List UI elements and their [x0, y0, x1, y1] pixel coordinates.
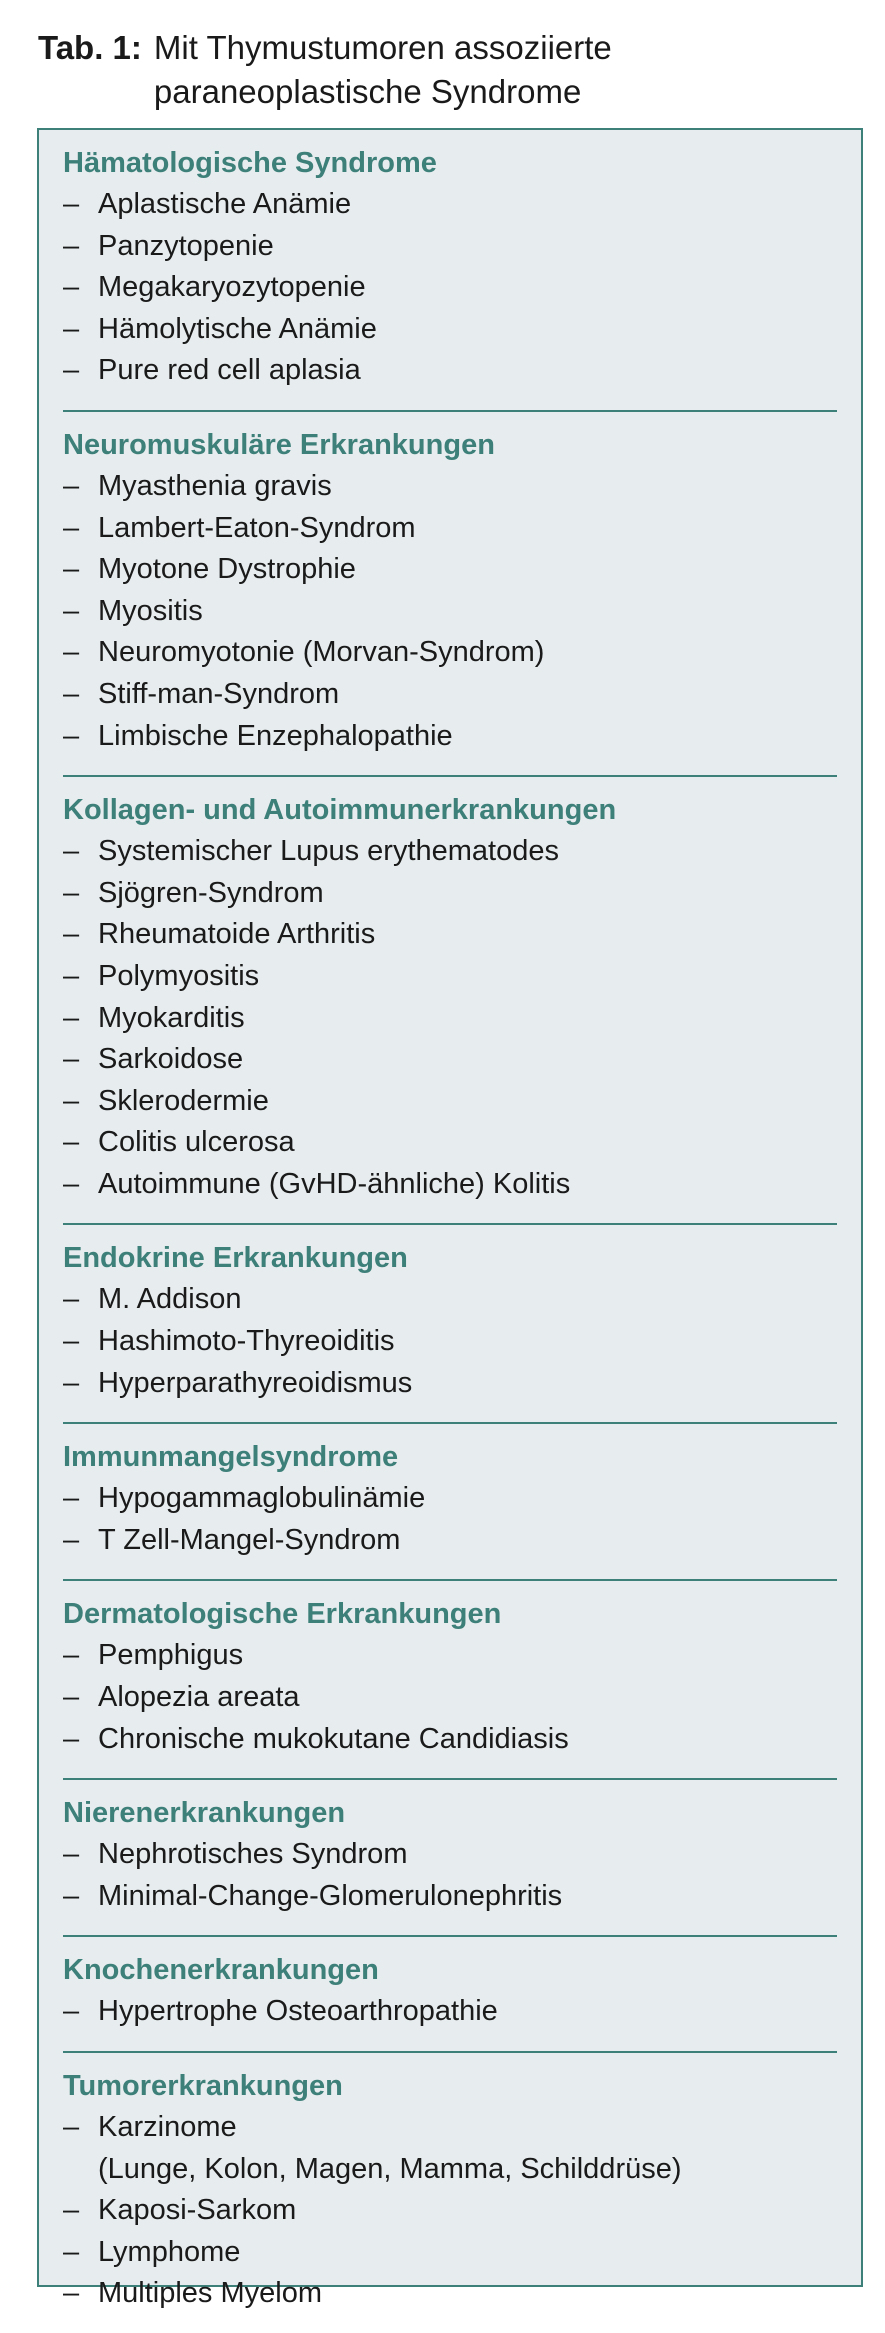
item-text: Myokarditis: [98, 1001, 245, 1034]
item-text-wrap: [98, 508, 837, 550]
list-item: [63, 1635, 837, 1677]
item-text-wrap: [98, 1081, 837, 1123]
section: [63, 2065, 837, 2333]
item-text: Multiples Myelom: [98, 2277, 322, 2310]
item-list: [63, 184, 837, 392]
item-list: [63, 1834, 837, 1917]
list-item: [63, 350, 837, 392]
dash-bullet: –: [63, 876, 80, 909]
section-title: Dermatologische Erkrankungen: [63, 1598, 502, 1631]
item-text: Hyperparathyreoidismus: [98, 1366, 413, 1399]
dash-bullet: –: [63, 1523, 80, 1556]
item-text-wrap: [98, 350, 837, 392]
dash-bullet: –: [63, 2194, 80, 2227]
item-text: Alopezia areata: [98, 1681, 300, 1714]
item-text-wrap: [98, 1635, 837, 1677]
item-text-wrap: [98, 2273, 837, 2315]
item-list: [63, 466, 837, 757]
list-item: [63, 309, 837, 351]
syndrome-table: [37, 128, 863, 2310]
item-list: [63, 831, 837, 1205]
item-text: Panzytopenie: [98, 229, 274, 262]
item-text: Lambert-Eaton-Syndrom: [98, 511, 416, 544]
list-item: [63, 1122, 837, 1164]
item-text: Rheumatoide Arthritis: [98, 918, 376, 951]
list-item: [63, 2232, 837, 2274]
list-item: [63, 1363, 837, 1405]
section: [63, 1436, 837, 1581]
item-text: Sarkoidose: [98, 1043, 244, 1076]
item-text-wrap: [98, 1991, 837, 2033]
item-text-wrap: [98, 1122, 837, 1164]
item-text-wrap: [98, 591, 837, 633]
section-title: Hämatologische Syndrome: [63, 147, 437, 179]
section-title: Kollagen- und Autoimmunerkrankungen: [63, 794, 617, 827]
item-list: [63, 1279, 837, 1404]
item-text-wrap: [98, 1719, 837, 1761]
item-text: Karzinome: [98, 2111, 237, 2143]
item-text-wrap: [98, 226, 837, 268]
dash-bullet: –: [63, 1043, 80, 1076]
list-item: [63, 831, 837, 873]
list-item: [63, 1478, 837, 1520]
item-text: Kaposi-Sarkom: [98, 2194, 297, 2227]
item-text-wrap: [98, 466, 837, 508]
section: [63, 142, 837, 412]
section-title: Neuromuskuläre Erkrankungen: [63, 428, 495, 461]
item-text-wrap: [98, 914, 837, 956]
dash-bullet: –: [63, 1366, 80, 1399]
item-text-wrap: [98, 2190, 837, 2232]
dash-bullet: –: [63, 959, 80, 992]
dash-bullet: –: [63, 1838, 80, 1871]
section-title: Immunmangelsyndrome: [63, 1441, 399, 1474]
item-text: Myositis: [98, 594, 203, 627]
item-text-wrap: [98, 1279, 837, 1321]
dash-bullet: –: [63, 229, 80, 262]
dash-bullet: –: [63, 553, 80, 586]
item-text-wrap: [98, 1677, 837, 1719]
item-text-wrap: [98, 1478, 837, 1520]
list-item: [63, 549, 837, 591]
list-item: [63, 1520, 837, 1562]
table-caption: [38, 26, 858, 114]
section-title: Tumorerkrankungen: [63, 2070, 343, 2102]
dash-bullet: –: [63, 1681, 80, 1714]
item-text: Pemphigus: [98, 1639, 244, 1672]
item-text-wrap: [98, 873, 837, 915]
item-text-wrap: [98, 1164, 837, 1206]
item-text-wrap: [98, 1039, 837, 1081]
item-text-wrap: [98, 2107, 837, 2190]
item-subtext: (Lunge, Kolon, Magen, Mamma, Schilddrüse): [98, 2152, 682, 2185]
item-text-wrap: [98, 309, 837, 351]
item-text-wrap: [98, 1834, 837, 1876]
item-text-wrap: [98, 184, 837, 226]
list-item: [63, 1719, 837, 1761]
item-text: Polymyositis: [98, 959, 260, 992]
dash-bullet: –: [63, 2235, 80, 2268]
item-text: Hashimoto-Thyreoiditis: [98, 1325, 395, 1358]
dash-bullet: –: [63, 2277, 80, 2310]
item-text-wrap: [98, 1520, 837, 1562]
item-text: Chronische mukokutane Candidiasis: [98, 1722, 569, 1755]
list-item: [63, 1876, 837, 1918]
list-item: [63, 873, 837, 915]
list-item: [63, 2273, 837, 2315]
dash-bullet: –: [63, 1001, 80, 1034]
dash-bullet: –: [63, 312, 80, 345]
dash-bullet: –: [63, 1482, 80, 1515]
dash-bullet: –: [63, 1995, 80, 2028]
item-text: Sklerodermie: [98, 1084, 269, 1117]
section-title: Endokrine Erkrankungen: [63, 1242, 408, 1275]
dash-bullet: –: [63, 918, 80, 951]
list-item: [63, 914, 837, 956]
item-text: Autoimmune (GvHD-ähnliche) Kolitis: [98, 1167, 571, 1200]
dash-bullet: –: [63, 2111, 80, 2143]
section-title: Knochenerkrankungen: [63, 1954, 379, 1987]
item-text: T Zell-Mangel-Syndrom: [98, 1523, 401, 1556]
dash-bullet: –: [63, 511, 80, 544]
dash-bullet: –: [63, 1167, 80, 1200]
item-text-wrap: [98, 1321, 837, 1363]
dash-bullet: –: [63, 594, 80, 627]
item-text-wrap: [98, 716, 837, 758]
item-text-wrap: [98, 1876, 837, 1918]
item-text: Lymphome: [98, 2235, 241, 2268]
list-item: [63, 226, 837, 268]
section-title: Nierenerkrankungen: [63, 1797, 346, 1830]
dash-bullet: –: [63, 1325, 80, 1358]
list-item: [63, 1039, 837, 1081]
item-text: Systemischer Lupus erythematodes: [98, 835, 559, 868]
item-text: Neuromyotonie (Morvan-Syndrom): [98, 636, 545, 669]
item-list: [63, 1478, 837, 1561]
list-item: [63, 1991, 837, 2033]
section: [63, 1593, 837, 1780]
item-list: [63, 1991, 837, 2033]
item-text-wrap: [98, 267, 837, 309]
item-text-wrap: [98, 1363, 837, 1405]
item-text: Myotone Dystrophie: [98, 553, 356, 586]
dash-bullet: –: [63, 271, 80, 304]
list-item: [63, 674, 837, 716]
item-text: Colitis ulcerosa: [98, 1126, 295, 1159]
list-item: [63, 1321, 837, 1363]
dash-bullet: –: [63, 636, 80, 669]
item-text-wrap: [98, 674, 837, 716]
dash-bullet: –: [63, 677, 80, 710]
caption-title: Mit Thymustumoren assoziierte paraneoplastische Syndrome: [153, 29, 612, 110]
dash-bullet: –: [63, 1283, 80, 1316]
list-item: [63, 184, 837, 226]
item-text: Pure red cell aplasia: [98, 354, 361, 387]
item-text-wrap: [98, 632, 837, 674]
section: [63, 1792, 837, 1937]
list-item: [63, 267, 837, 309]
item-text: Nephrotisches Syndrom: [98, 1838, 408, 1871]
list-item: [63, 1164, 837, 1206]
list-item: [63, 2190, 837, 2232]
list-item: [63, 2107, 837, 2190]
dash-bullet: –: [63, 835, 80, 868]
item-text-wrap: [98, 831, 837, 873]
item-text-wrap: [98, 956, 837, 998]
dash-bullet: –: [63, 188, 80, 220]
section: [63, 1237, 837, 1424]
item-text: Megakaryozytopenie: [98, 271, 366, 304]
list-item: [63, 998, 837, 1040]
item-text: Myasthenia gravis: [98, 469, 332, 502]
item-text: Hypertrophe Osteoarthropathie: [98, 1995, 498, 2028]
list-item: [63, 1279, 837, 1321]
list-item: [63, 1834, 837, 1876]
item-text: M. Addison: [98, 1283, 242, 1316]
item-text-wrap: [98, 549, 837, 591]
item-text: Limbische Enzephalopathie: [98, 719, 453, 752]
list-item: [63, 956, 837, 998]
item-text: Hypogammaglobulinämie: [98, 1482, 426, 1515]
item-text-wrap: [98, 998, 837, 1040]
section: [63, 1949, 837, 2053]
dash-bullet: –: [63, 1126, 80, 1159]
item-text: Sjögren-Syndrom: [98, 876, 324, 909]
list-item: [63, 716, 837, 758]
item-text: Aplastische Anämie: [98, 188, 352, 220]
dash-bullet: –: [63, 469, 80, 502]
dash-bullet: –: [63, 1084, 80, 1117]
item-list: [63, 1635, 837, 1760]
section: [63, 424, 837, 777]
list-item: [63, 591, 837, 633]
list-item: [63, 1677, 837, 1719]
list-item: [63, 1081, 837, 1123]
dash-bullet: –: [63, 354, 80, 387]
item-text: Stiff-man-Syndrom: [98, 677, 340, 710]
caption-label: Tab. 1:: [38, 29, 142, 66]
item-text-wrap: [98, 2232, 837, 2274]
section: [63, 789, 837, 1225]
list-item: [63, 508, 837, 550]
dash-bullet: –: [63, 1722, 80, 1755]
item-text: Minimal-Change-Glomerulonephritis: [98, 1879, 563, 1912]
item-text: Hämolytische Anämie: [98, 312, 377, 345]
dash-bullet: –: [63, 1639, 80, 1672]
list-item: [63, 466, 837, 508]
list-item: [63, 632, 837, 674]
dash-bullet: –: [63, 719, 80, 752]
item-list: [63, 2107, 837, 2315]
dash-bullet: –: [63, 1879, 80, 1912]
